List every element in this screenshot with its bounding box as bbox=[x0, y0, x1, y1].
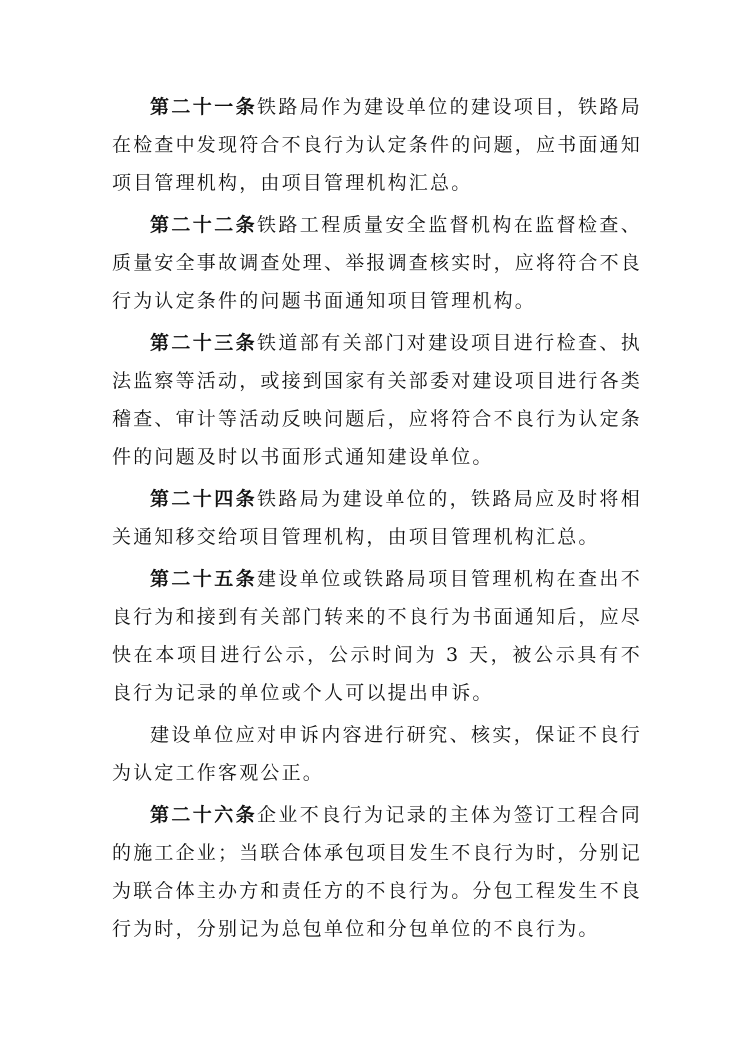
article-23 bbox=[112, 324, 642, 476]
article-25 bbox=[112, 560, 642, 712]
article-text: 铁路局为建设单位的，铁路局应及时将相关通知移交给项目管理机构，由项目管理机构汇总。 bbox=[112, 488, 642, 548]
article-26 bbox=[112, 796, 642, 948]
article-heading: 第二十五条 bbox=[150, 568, 257, 590]
article-heading: 第二十四条 bbox=[150, 488, 257, 510]
article-22 bbox=[112, 206, 642, 320]
article-text: 铁路工程质量安全监督机构在监督检查、质量安全事故调查处理、举报调查核实时，应将符合不良行为认定条件的问题书面通知项目管理机构。 bbox=[112, 214, 643, 312]
article-text: 企业不良行为记录的主体为签订工程合同的施工企业；当联合体承包项目发生不良行为时，分别记为联合体主办方和责任方的不良行为。分包工程发生不良行为时，分别记为总包单位和分包单位的不良行为。 bbox=[112, 804, 643, 940]
article-24 bbox=[112, 480, 642, 556]
article-heading: 第二十一条 bbox=[150, 96, 257, 118]
article-text: 铁道部有关部门对建设项目进行检查、执法监察等活动，或接到国家有关部委对建设项目进行各类稽查、审计等活动反映问题后，应将符合不良行为认定条件的问题及时以书面形式通知建设单位。 bbox=[112, 332, 643, 468]
article-heading: 第二十三条 bbox=[150, 332, 257, 354]
article-heading: 第二十六条 bbox=[150, 804, 257, 826]
article-text: 建设单位应对申诉内容进行研究、核实，保证不良行为认定工作客观公正。 bbox=[112, 724, 642, 784]
article-text: 铁路局作为建设单位的建设项目，铁路局在检查中发现符合不良行为认定条件的问题，应书面通知项目管理机构，由项目管理机构汇总。 bbox=[112, 96, 643, 194]
article-21 bbox=[112, 88, 642, 202]
article-25-paragraph-2 bbox=[112, 716, 642, 792]
article-heading: 第二十二条 bbox=[150, 214, 257, 236]
document-body bbox=[112, 88, 642, 952]
article-text: 建设单位或铁路局项目管理机构在查出不良行为和接到有关部门转来的不良行为书面通知后，应尽快在本项目进行公示，公示时间为 3 天，被公示具有不良行为记录的单位或个人可以提出申诉。 bbox=[112, 568, 643, 704]
